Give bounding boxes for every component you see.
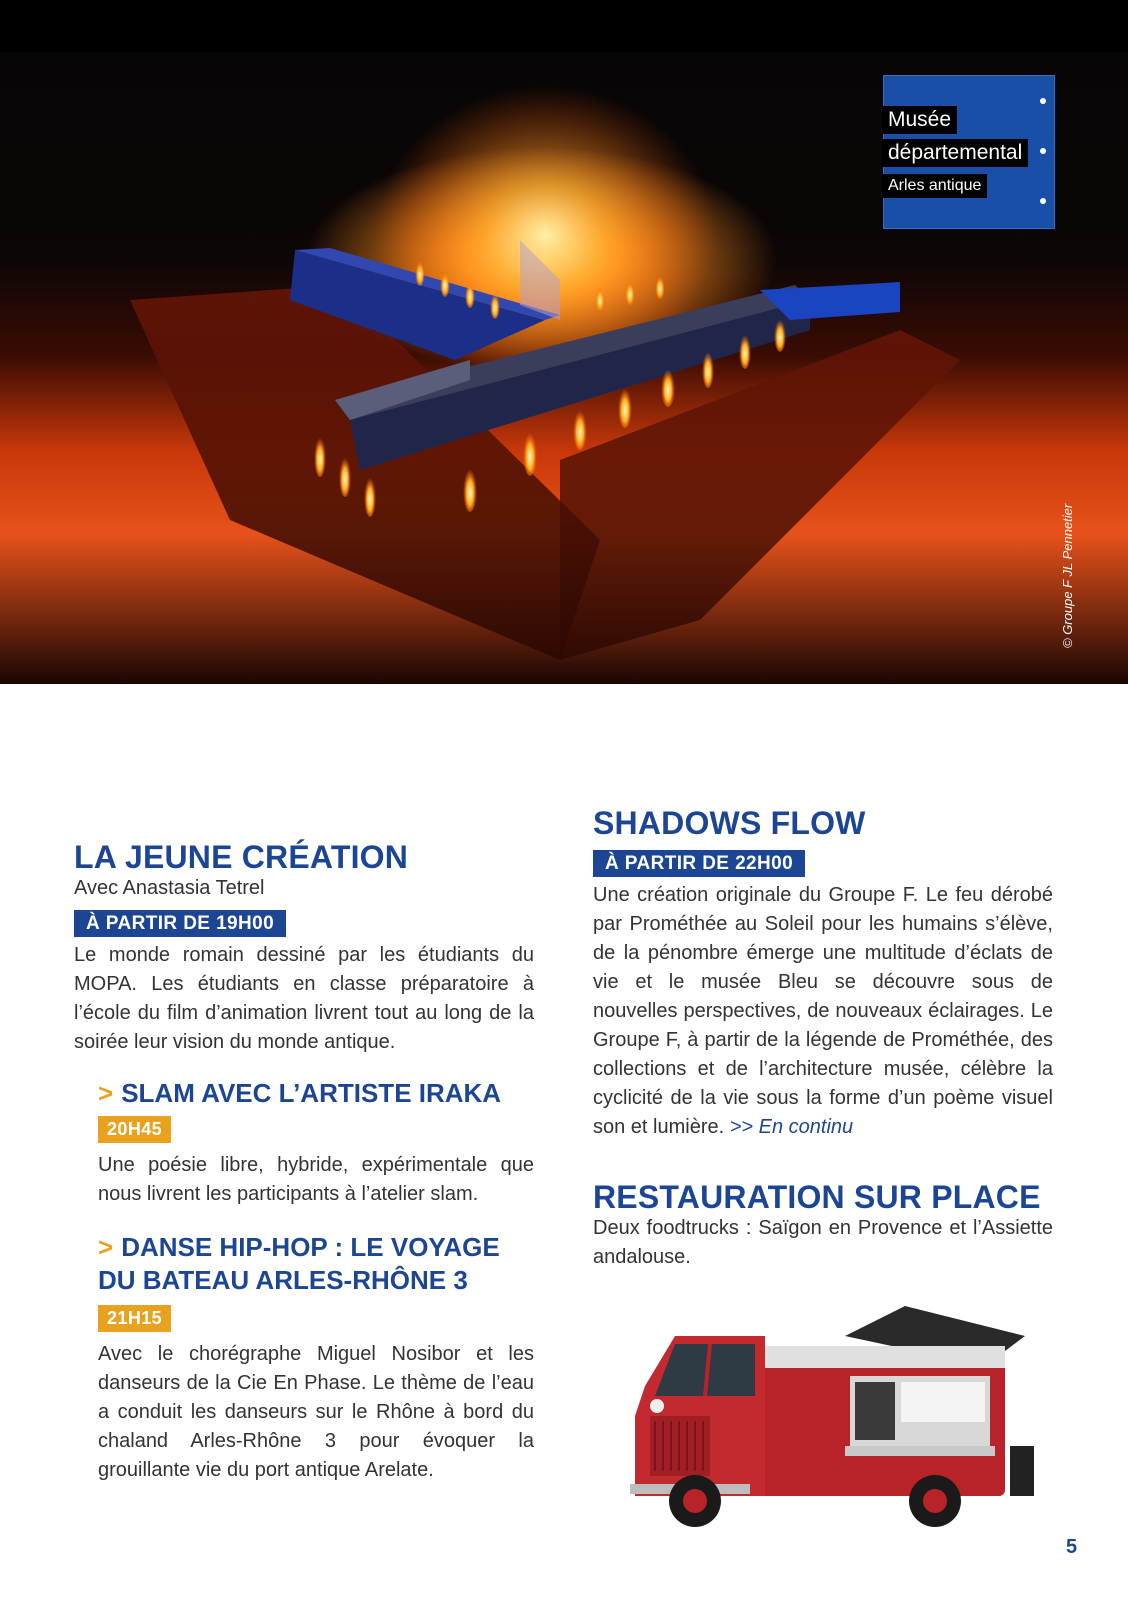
slam-text: Une poésie libre, hybride, expérimentale que nous livrent les participants à l’atelier slam. <box>98 1154 534 1205</box>
food-truck-image <box>605 1296 1057 1546</box>
danse-text: Avec le chorégraphe Miguel Nosibor et les danseurs de la Cie En Phase. Le thème de l’eau a conduit les danseurs sur le Rhône à bord du chaland Arles-Rhône 3 pour évoquer la grouillante vie du port antique Arelate. <box>98 1343 534 1481</box>
left-column <box>74 840 534 1485</box>
logo-line-3: Arles antique <box>882 174 987 198</box>
photo-credit: © Groupe F JL Pennetier <box>1060 503 1075 648</box>
arrow-icon: > <box>98 1078 114 1108</box>
danse-title <box>98 1231 534 1297</box>
slam-section <box>98 1077 534 1209</box>
hero-image <box>0 0 1128 684</box>
museum-logo <box>883 75 1055 229</box>
shadows-time-badge: À PARTIR DE 22H00 <box>593 850 805 877</box>
slam-title-text: SLAM AVEC L’ARTISTE IRAKA <box>121 1078 502 1108</box>
slam-title <box>98 1077 534 1110</box>
logo-line-2: départemental <box>882 139 1028 167</box>
en-continu-link: >> En continu <box>729 1116 854 1138</box>
jeune-creation-text: Le monde romain dessiné par les étudiants du MOPA. Les étudiants en classe préparatoire à l’école du film d’animation livrent tout au long de la soirée leur vision du monde antique. <box>74 944 534 1053</box>
shadows-text <box>593 881 1053 1142</box>
page-number: 5 <box>1066 1536 1078 1558</box>
logo-dot-icon <box>1040 98 1046 104</box>
danse-section <box>98 1231 534 1485</box>
jeune-creation-time-badge: À PARTIR DE 19H00 <box>74 910 286 937</box>
danse-time-badge: 21H15 <box>98 1305 171 1332</box>
logo-line-1: Musée <box>882 106 957 134</box>
shadows-text-body: Une création originale du Groupe F. Le feu dérobé par Prométhée au Soleil pour les humains s’élève, de la pénombre émerge une multitude d’éclats de vie et le musée Bleu se découvre sous de nouvelles perspectives, de nouveaux éclairages. Le Groupe F, à partir de la légende de Prométhée, des collections et de l’architecture musée, célèbre la cyclicité de la vie sous la forme d’un poème visuel son et lumière. <box>593 884 1053 1138</box>
headlight <box>650 1399 664 1413</box>
jeune-creation-title: LA JEUNE CRÉATION <box>74 839 409 875</box>
slam-time-badge: 20H45 <box>98 1116 171 1143</box>
jeune-creation-subtitle: Avec Anastasia Tetrel <box>74 877 265 899</box>
restauration-text: Deux foodtrucks : Saïgon en Provence et l’Assiette andalouse. <box>593 1217 1053 1268</box>
logo-dot-icon <box>1040 198 1046 204</box>
danse-title-text: DANSE HIP-HOP : LE VOYAGE DU BATEAU ARLES-RHÔNE 3 <box>98 1232 500 1295</box>
arrow-icon: > <box>98 1232 114 1262</box>
logo-dot-icon <box>1040 148 1046 154</box>
restauration-title: RESTAURATION SUR PLACE <box>593 1179 1041 1215</box>
shadows-title: SHADOWS FLOW <box>593 805 866 841</box>
right-column <box>593 806 1053 1272</box>
menu-board <box>1010 1446 1034 1496</box>
